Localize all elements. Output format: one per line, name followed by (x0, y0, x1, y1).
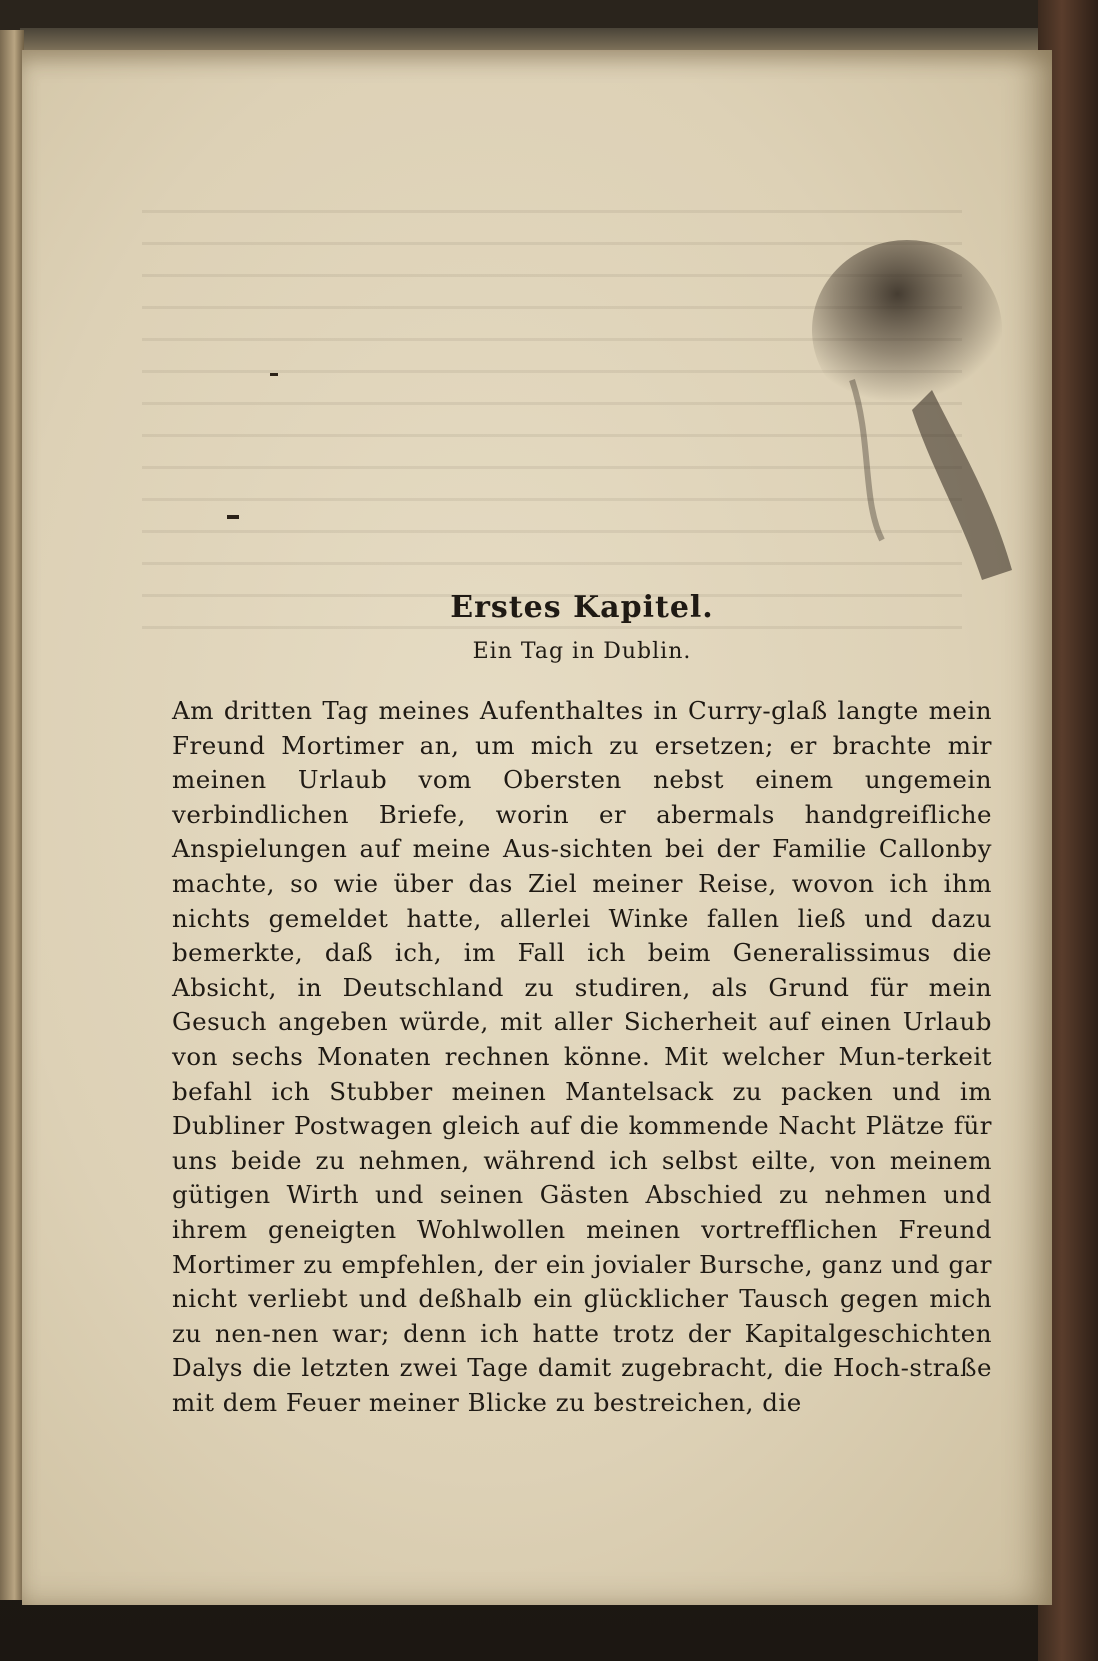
body-paragraph: Am dritten Tag meines Aufenthaltes in Curry-glaß langte mein Freund Mortimer an, um mich zu ersetzen; er brachte mir meinen Urlaub vom Obersten nebst einem ungemein verbindlichen Briefe, worin er abermals handgreifliche Anspielungen auf meine Aus-sichten bei der Familie Callonby machte, so wie über das Ziel meiner Reise, wovon ich ihm nichts gemeldet hatte, allerlei Winke fallen ließ und dazu bemerkte, daß ich, im Fall ich beim Generalissimus die Absicht, in Deutschland zu studiren, als Grund für mein Gesuch angeben würde, mit aller Sicherheit auf einen Urlaub von sechs Monaten rechnen könne. Mit welcher Mun-terkeit befahl ich Stubber meinen Mantelsack zu packen und im Dubliner Postwagen gleich auf die kommende Nacht Plätze für uns beide zu nehmen, während ich selbst eilte, von meinem gütigen Wirth und seinen Gästen Abschied zu nehmen und ihrem geneigten Wohlwollen meinen vortrefflichen Freund Mortimer zu empfehlen, der ein jovialer Bursche, ganz und gar nicht verliebt und deßhalb ein glücklicher Tausch gegen mich zu nen-nen war; denn ich hatte trotz der Kapitalgeschichten Dalys die letzten zwei Tage damit zugebracht, die Hoch-straße mit dem Feuer meiner Blicke zu bestreichen, die (172, 696, 992, 1417)
chapter-title: Erstes Kapitel. (450, 590, 714, 625)
chapter-subtitle: Ein Tag in Dublin. (472, 639, 692, 664)
stray-mark (270, 373, 278, 376)
text-block (172, 590, 992, 1420)
page-stack-edge (0, 30, 24, 1600)
stray-mark (227, 515, 239, 519)
ink-smudge (812, 240, 1042, 600)
book-page (22, 50, 1052, 1605)
